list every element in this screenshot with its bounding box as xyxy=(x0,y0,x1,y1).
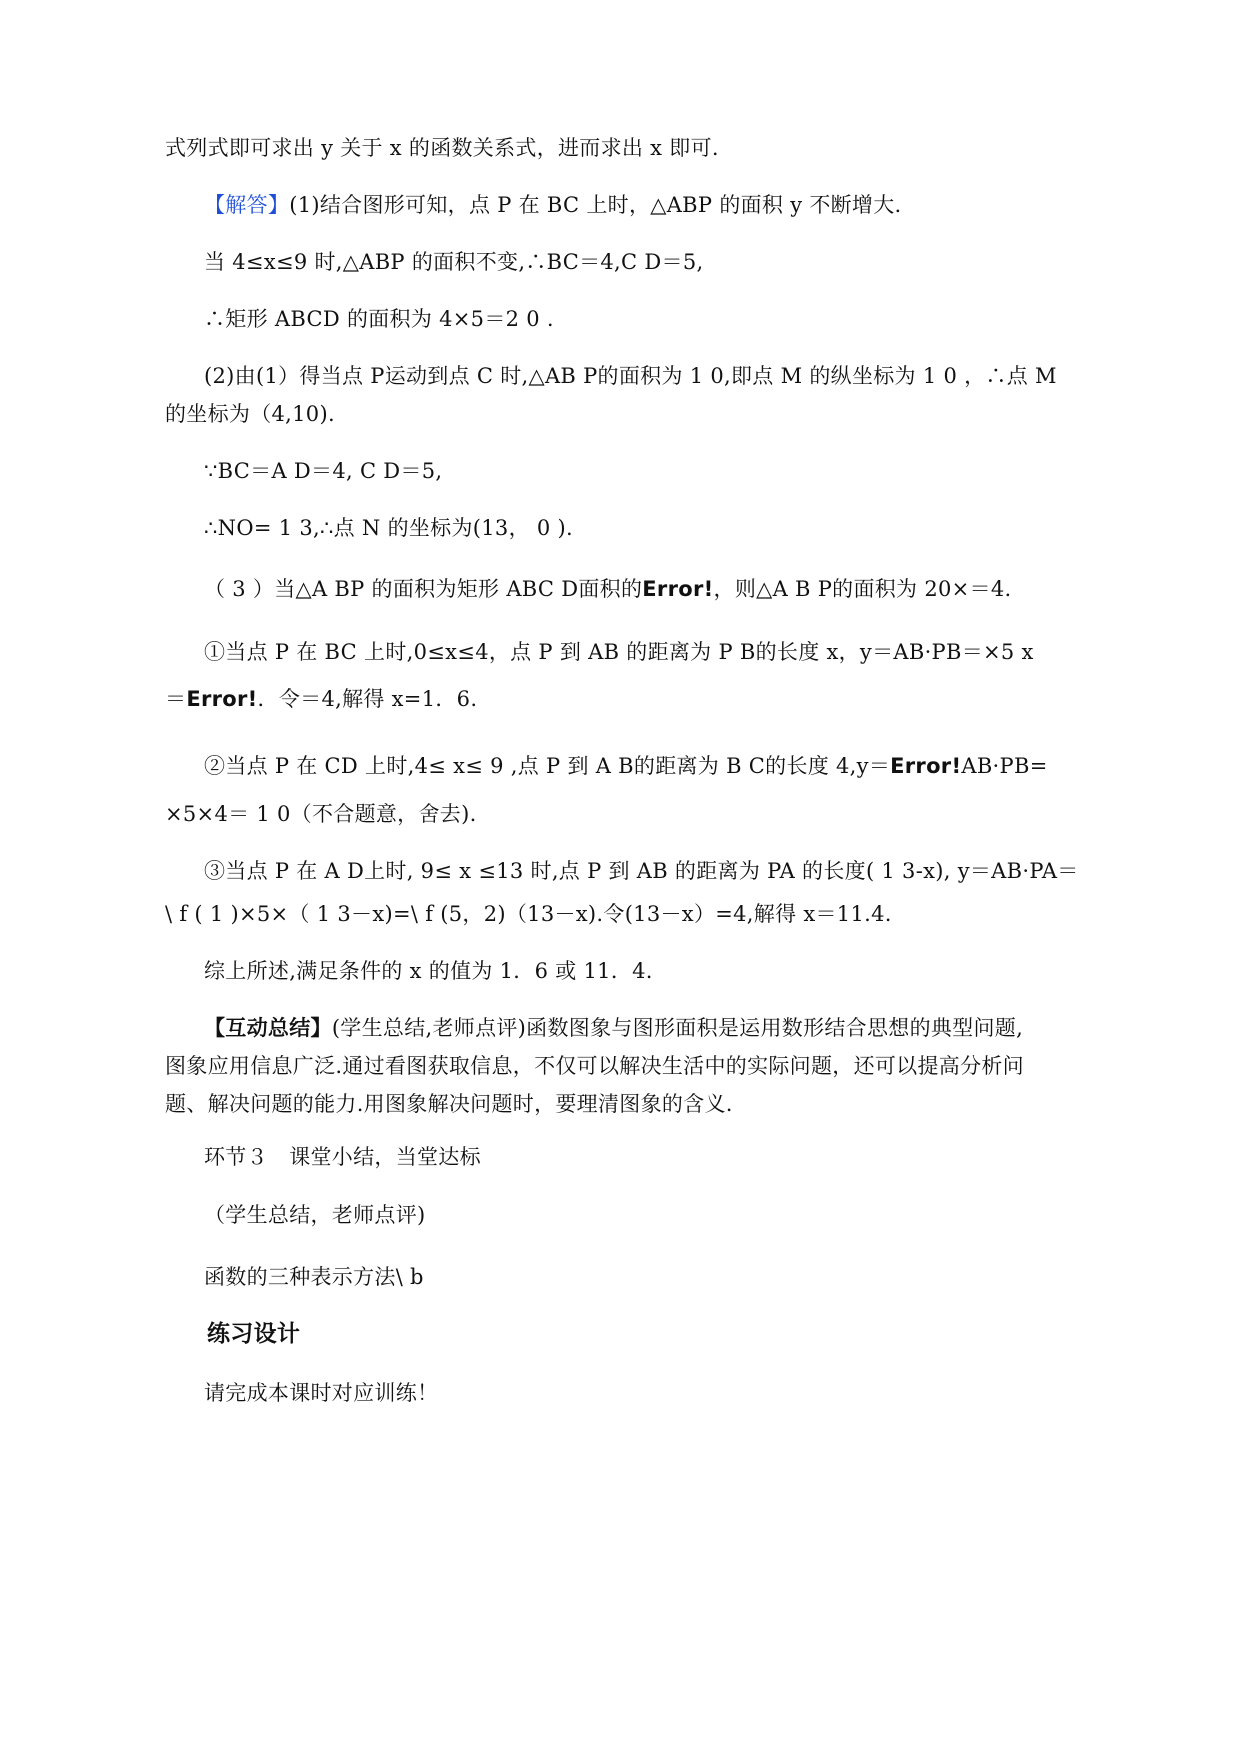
paragraph-text: (学生总结,老师点评)函数图象与图形面积是运用数形结合思想的典型问题, xyxy=(331,1016,1024,1040)
text-line xyxy=(204,1201,426,1229)
text-line xyxy=(204,191,902,219)
paragraph-text: 题、解决问题的能力.用图象解决问题时，要理清图象的含义. xyxy=(165,1092,733,1116)
text-line xyxy=(204,1379,438,1407)
text-line xyxy=(204,575,1011,603)
text-line xyxy=(204,362,1057,390)
text-line xyxy=(204,957,653,985)
paragraph-text: ，则△A B P的面积为 20×＝4. xyxy=(713,577,1012,601)
text-line xyxy=(204,305,554,333)
paragraph-text: 函数的三种表示方法\ b xyxy=(204,1265,424,1289)
paragraph-text: ①当点 P 在 BC 上时,0≤x≤4，点 P 到 AB 的距离为 P B的长度 x，y＝AB·PB＝×5 x xyxy=(204,640,1034,664)
paragraph-text: ∵BC＝A D＝4, C D＝5, xyxy=(204,459,443,483)
paragraph-text: 请完成本课时对应训练！ xyxy=(204,1381,439,1405)
paragraph-text: 的坐标为（4,10). xyxy=(165,402,335,426)
paragraph-text: ③当点 P 在 A D上时, 9≤ x ≤13 时,点 P 到 AB 的距离为 PA 的长度( 1 3-x), y＝AB·PA＝ xyxy=(204,859,1079,883)
text-line xyxy=(204,857,1079,885)
text-line xyxy=(165,400,335,428)
error-field: Error! xyxy=(186,687,258,711)
error-field: Error! xyxy=(642,577,714,601)
text-line xyxy=(165,800,477,828)
paragraph-text: （ 3 ）当△A BP 的面积为矩形 ABC D面积的 xyxy=(204,577,643,601)
paragraph-text: ×5×4＝ 1 0（不合题意，舍去). xyxy=(165,802,477,826)
paragraph-text: ．令＝4,解得 x=1．6. xyxy=(257,687,478,711)
text-line xyxy=(204,457,442,485)
section-subheading xyxy=(204,1143,481,1171)
paragraph-text: （学生总结，老师点评) xyxy=(204,1203,426,1227)
interactive-summary-label: 【互动总结】 xyxy=(204,1016,332,1040)
paragraph-text: 综上所述,满足条件的 x 的值为 1．6 或 11．4. xyxy=(204,959,653,983)
text-line xyxy=(204,514,573,542)
paragraph-text: ＝ xyxy=(165,687,187,711)
paragraph-text: ∴NO= 1 3,∴点 N 的坐标为(13， 0 ). xyxy=(204,516,573,540)
paragraph-text: 环节３ 课堂小结，当堂达标 xyxy=(204,1145,481,1169)
answer-label: 【解答】 xyxy=(204,193,290,217)
text-line xyxy=(165,1052,1024,1080)
text-line xyxy=(204,248,703,276)
paragraph-text: (2)由(1）得当点 P运动到点 C 时,△AB P的面积为 1 0,即点 M 的纵坐标为 1 0 ，∴点 M xyxy=(204,364,1057,388)
paragraph-text: 图象应用信息广泛.通过看图获取信息，不仅可以解决生活中的实际问题，还可以提高分析问 xyxy=(165,1054,1024,1078)
text-line xyxy=(165,134,719,162)
text-line xyxy=(204,638,1034,666)
error-field: Error! xyxy=(890,754,962,778)
text-line xyxy=(165,685,477,713)
section-heading xyxy=(207,1320,300,1348)
paragraph-text: AB·PB= xyxy=(961,754,1048,778)
paragraph-text: 当 4≤x≤9 时,△ABP 的面积不变,∴BC＝4,C D＝5, xyxy=(204,250,704,274)
paragraph-text: ②当点 P 在 CD 上时,4≤ x≤ 9 ,点 P 到 A B的距离为 B C的长度 4,y＝ xyxy=(204,754,891,778)
heading-text: 练习设计 xyxy=(207,1321,301,1347)
text-line xyxy=(204,752,1048,780)
paragraph-text: \ f ( 1 )×5×（ 1 3－x)=\ f (5，2)（13－x).令(13－x）=4,解得 x＝11.4. xyxy=(165,902,892,926)
paragraph-text: ∴矩形 ABCD 的面积为 4×5＝2 0 . xyxy=(204,307,554,331)
text-line xyxy=(165,1090,733,1118)
paragraph-text: 式列式即可求出 y 关于 x 的函数关系式，进而求出 x 即可. xyxy=(165,136,719,160)
paragraph-text: (1)结合图形可知，点 P 在 BC 上时，△ABP 的面积 y 不断增大. xyxy=(289,193,902,217)
text-line xyxy=(165,900,892,928)
text-line xyxy=(204,1263,424,1291)
text-line xyxy=(204,1014,1023,1042)
